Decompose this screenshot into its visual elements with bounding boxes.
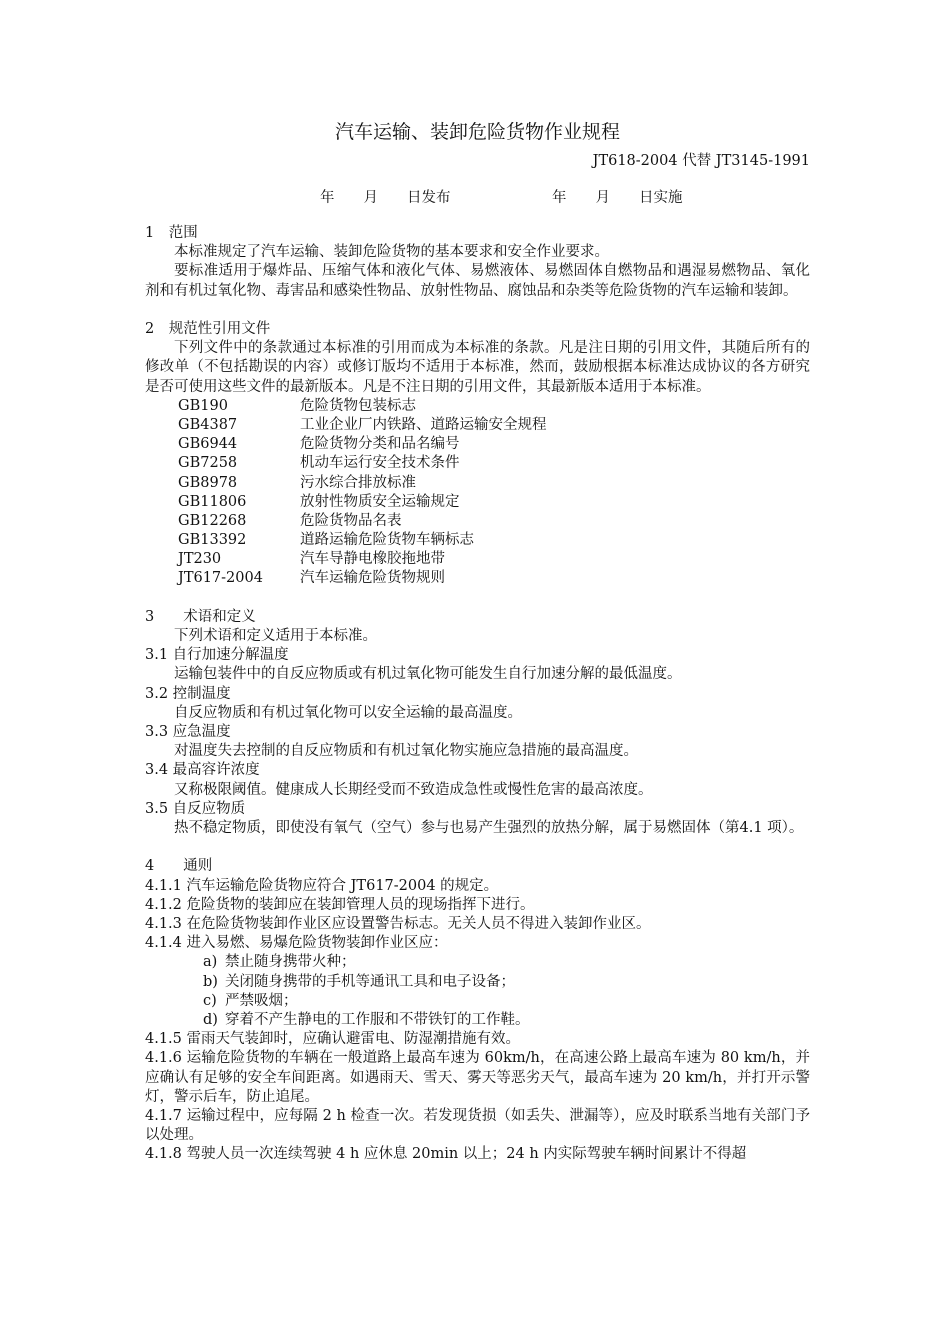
list-text: 禁止随身携带火种； — [225, 954, 356, 971]
list-marker: b) — [203, 973, 218, 990]
reference-code: GB4387 — [178, 416, 238, 433]
list-item — [145, 992, 810, 1011]
clause-4-1-8: 4.1.8 驾驶人员一次连续驾驶 4 h 应休息 20min 以上；24 h 内实际驾驶车辆时间累计不得超 — [145, 1146, 747, 1163]
reference-name: 危险货物包装标志 — [300, 397, 416, 414]
clause-4-1-3: 4.1.3 在危险货物装卸作业区应设置警告标志。无关人员不得进入装卸作业区。 — [145, 915, 651, 932]
reference-code: JT230 — [178, 551, 222, 568]
reference-item — [145, 550, 810, 569]
reference-name: 工业企业厂内铁路、道路运输安全规程 — [300, 416, 547, 433]
reference-name: 危险货物分类和品名编号 — [300, 436, 460, 453]
list-marker: d) — [203, 1011, 218, 1028]
term-definition: 对温度失去控制的自反应物质和有机过氧化物实施应急措施的最高温度。 — [174, 743, 638, 760]
term-heading: 3.3 应急温度 — [145, 724, 231, 741]
reference-name: 污水综合排放标准 — [300, 474, 416, 491]
paragraph: 下列术语和定义适用于本标准。 — [174, 628, 377, 645]
term-heading: 3.2 控制温度 — [145, 685, 231, 702]
reference-item — [145, 531, 810, 550]
section-heading-4: 4 通则 — [145, 858, 213, 875]
reference-name: 危险货物品名表 — [300, 512, 402, 529]
date-line — [320, 186, 683, 207]
clause-4-1-4: 4.1.4 进入易燃、易爆危险货物装卸作业区应： — [145, 935, 448, 952]
section-heading-1: 1 范围 — [145, 225, 198, 241]
reference-code: JT617-2004 — [178, 570, 263, 587]
term-heading: 3.5 自反应物质 — [145, 800, 246, 817]
list-item — [145, 953, 810, 972]
term-definition: 自反应物质和有机过氧化物可以安全运输的最高温度。 — [174, 704, 522, 721]
paragraph: 本标准规定了汽车运输、装卸危险货物的基本要求和安全作业要求。 — [174, 244, 609, 261]
reference-code: GB13392 — [178, 532, 247, 549]
reference-code: GB6944 — [178, 436, 238, 453]
reference-code: GB8978 — [178, 474, 238, 491]
list-marker: c) — [203, 992, 217, 1009]
clause-4-1-2: 4.1.2 危险货物的装卸应在装卸管理人员的现场指挥下进行。 — [145, 896, 535, 913]
list-text: 严禁吸烟； — [225, 992, 298, 1009]
section-heading-3: 3 术语和定义 — [145, 608, 256, 625]
publish-date: 年 月 日发布 — [320, 190, 451, 206]
reference-item — [145, 512, 810, 531]
reference-item — [145, 416, 810, 435]
clause-4-1-5: 4.1.5 雷雨天气装卸时，应确认避雷电、防湿潮措施有效。 — [145, 1031, 521, 1048]
reference-name: 汽车运输危险货物规则 — [300, 570, 445, 587]
list-text: 穿着不产生静电的工作服和不带铁钉的工作鞋。 — [225, 1011, 530, 1028]
term-heading: 3.1 自行加速分解温度 — [145, 647, 289, 664]
term-definition: 热不稳定物质，即使没有氧气（空气）参与也易产生强烈的放热分解，属于易燃固体（第4.1 项）。 — [174, 819, 804, 836]
document-body — [145, 224, 810, 1165]
reference-item — [145, 493, 810, 512]
document-title: 汽车运输、装卸危险货物作业规程 — [334, 121, 620, 143]
list-item — [145, 973, 810, 992]
implement-date: 年 月 日实施 — [552, 190, 683, 206]
reference-code: GB7258 — [178, 455, 238, 472]
clause-4-1-6: 4.1.6 运输危险货物的车辆在一般道路上最高车速为 60km/h，在高速公路上最高车速为 80 km/h，并应确认有足够的安全车间距离。如遇雨天、雪天、雾天等恶劣天气，最高车速为 20 km/h，并打开示警灯，警示后车，防止追尾。 — [145, 1050, 810, 1105]
list-item — [145, 1011, 810, 1030]
section-heading-2: 2 规范性引用文件 — [145, 320, 271, 337]
reference-item — [145, 569, 810, 588]
reference-code: GB11806 — [178, 493, 247, 510]
paragraph: 要标准适用于爆炸品、压缩气体和液化气体、易燃液体、易燃固体自燃物品和遇湿易燃物品、氧化剂和有机过氧化物、毒害品和感染性物品、放射性物品、腐蚀品和杂类等危险货物的汽车运输和装卸。 — [145, 263, 810, 299]
reference-name: 汽车导静电橡胶拖地带 — [300, 551, 445, 568]
term-definition: 又称极限阈值。健康成人长期经受而不致造成急性或慢性危害的最高浓度。 — [174, 781, 653, 798]
reference-name: 放射性物质安全运输规定 — [300, 493, 460, 510]
reference-name: 道路运输危险货物车辆标志 — [300, 532, 474, 549]
term-heading: 3.4 最高容许浓度 — [145, 762, 260, 779]
paragraph: 下列文件中的条款通过本标准的引用而成为本标准的条款。凡是注日期的引用文件，其随后所有的修改单（不包括勘误的内容）或修订版均不适用于本标准，然而，鼓励根据本标准达成协议的各方研究是否可使用这些文件的最新版本。凡是不注日期的引用文件，其最新版本适用于本标准。 — [145, 340, 810, 395]
clause-4-1-1: 4.1.1 汽车运输危险货物应符合 JT617-2004 的规定。 — [145, 877, 499, 894]
reference-name: 机动车运行安全技术条件 — [300, 455, 460, 472]
list-text: 关闭随身携带的手机等通讯工具和电子设备； — [225, 973, 515, 990]
reference-item — [145, 397, 810, 416]
list-marker: a) — [203, 954, 218, 971]
standard-number: JT618-2004 代替 JT3145-1991 — [592, 153, 810, 169]
reference-item — [145, 474, 810, 493]
reference-item — [145, 454, 810, 473]
reference-item — [145, 435, 810, 454]
clause-4-1-7: 4.1.7 运输过程中，应每隔 2 h 检查一次。若发现货损（如丢失、泄漏等），应及时联系当地有关部门予以处理。 — [145, 1107, 810, 1144]
reference-list — [145, 397, 810, 589]
reference-code: GB190 — [178, 397, 228, 414]
term-definition: 运输包装件中的自反应物质或有机过氧化物可能发生自行加速分解的最低温度。 — [174, 666, 682, 683]
reference-code: GB12268 — [178, 512, 247, 529]
